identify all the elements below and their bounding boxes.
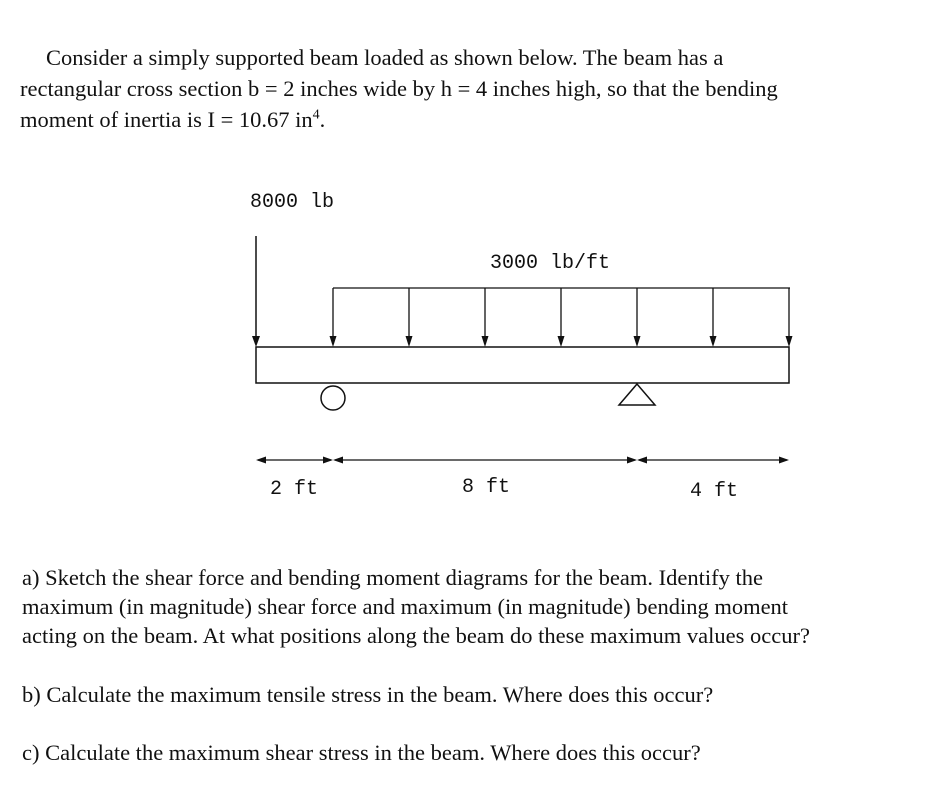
question-c: [22, 738, 701, 767]
question-c-text: c) Calculate the maximum shear stress in the beam. Where does this occur?: [22, 740, 701, 765]
inertia-period: .: [319, 107, 326, 132]
dimension-line-4ft: [637, 457, 789, 464]
point-load-arrow: [252, 236, 260, 347]
problem-line-1: Consider a simply supported beam loaded as shown below. The beam has a: [46, 45, 724, 70]
question-a-line-1: a) Sketch the shear force and bending moment diagrams for the beam. Identify the: [22, 565, 763, 590]
dimension-label-4ft: 4 ft: [690, 480, 739, 503]
beam: [256, 347, 789, 383]
question-a-line-2: maximum (in magnitude) shear force and maximum (in magnitude) bending moment: [22, 594, 789, 619]
dimension-label-8ft: 8 ft: [462, 476, 511, 499]
distributed-load: [330, 288, 793, 347]
question-b: [22, 680, 713, 709]
distributed-load-label: 3000 lb/ft: [490, 252, 611, 275]
inertia-exponent: 4: [312, 107, 320, 123]
inertia-text: moment of inertia is I = 10.67 in: [20, 107, 313, 132]
question-a-line-3: acting on the beam. At what positions along the beam do these maximum values occur?: [22, 623, 810, 648]
question-a: [22, 563, 810, 650]
point-load-label: 8000 lb: [250, 191, 335, 214]
roller-support: [321, 386, 345, 410]
dimension-line-2ft: [256, 457, 333, 464]
dimension-line-8ft: [333, 457, 637, 464]
distributed-load-arrows: [330, 288, 793, 347]
pin-support: [619, 384, 655, 405]
question-b-text: b) Calculate the maximum tensile stress in the beam. Where does this occur?: [22, 682, 714, 707]
problem-line-2: rectangular cross section b = 2 inches wide by h = 4 inches high, so that the bending: [20, 76, 778, 101]
dimension-label-2ft: 2 ft: [270, 478, 319, 501]
